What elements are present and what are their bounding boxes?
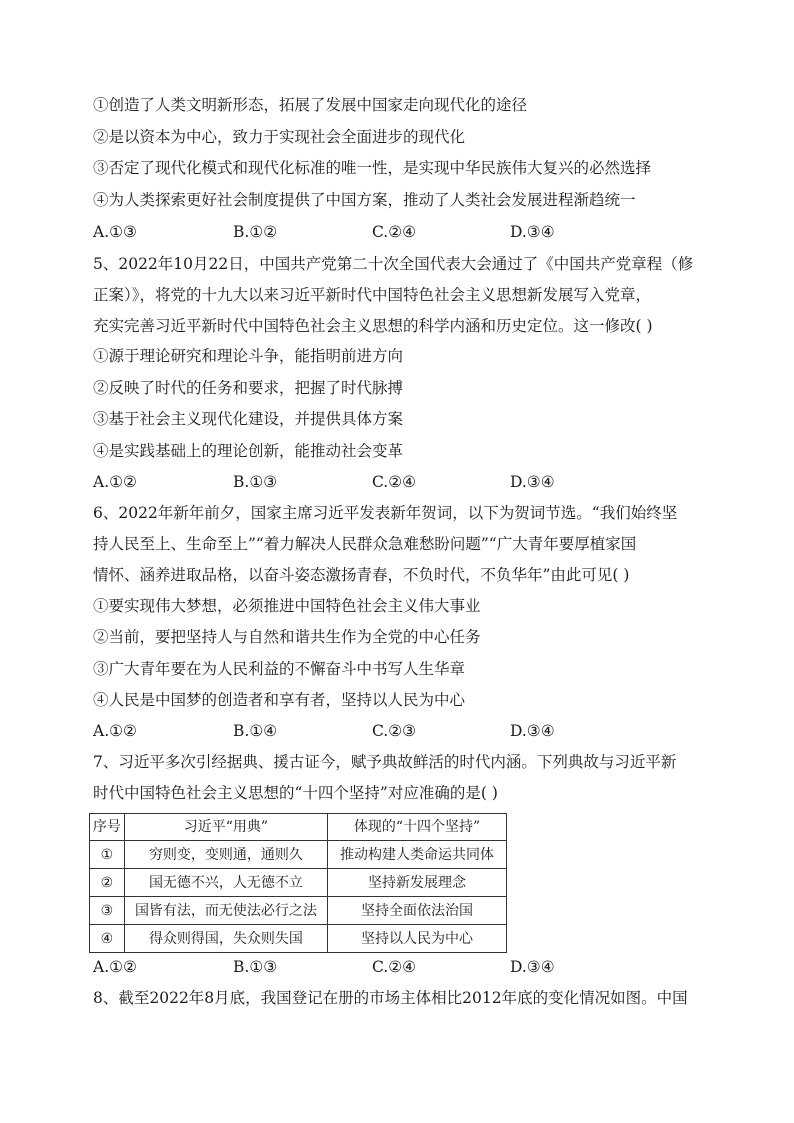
option-c: C.②③ [372, 722, 417, 740]
q8-stem-line-1: 8、截至2022年8月底，我国登记在册的市场主体相比2012年底的变化情况如图。中国 [93, 989, 688, 1007]
q5-stem-line-2: 正案）》，将党的十九大以来习近平新时代中国特色社会主义思想新发展写入党章， [93, 286, 652, 304]
q6-choice-2: ②当前，要把坚持人与自然和谐共生作为全党的中心任务 [93, 628, 481, 646]
q5-options [93, 472, 713, 492]
row-allusion: 国皆有法，而无使法必行之法 [124, 897, 327, 925]
row-index: ① [90, 841, 125, 869]
q7-options [93, 957, 713, 977]
table-row [90, 925, 507, 953]
q6-stem-line-2: 持人民至上、生命至上”“着力解决人民群众急难愁盼问题”“广大青年要厚植家国 [93, 535, 637, 553]
q7-stem-line-1: 7、习近平多次引经据典、援古证今，赋予典故鲜活的时代内涵。下列典故与习近平新 [93, 753, 677, 771]
q4-choice-2: ②是以资本为中心，致力于实现社会全面进步的现代化 [93, 128, 466, 146]
option-c: C.②④ [372, 958, 417, 976]
q4-choice-1: ①创造了人类文明新形态，拓展了发展中国家走向现代化的途径 [93, 96, 528, 114]
q6-choice-3: ③广大青年要在为人民利益的不懈奋斗中书写人生华章 [93, 660, 466, 678]
option-a: A.①② [93, 958, 137, 976]
q5-choice-2: ②反映了时代的任务和要求，把握了时代脉搏 [93, 379, 404, 397]
option-c: C.②④ [372, 223, 417, 241]
q4-options [93, 222, 713, 242]
q5-choice-1: ①源于理论研究和理论斗争，能指明前进方向 [93, 347, 404, 365]
q6-choice-4: ④人民是中国梦的创造者和享有者，坚持以人民为中心 [93, 691, 466, 709]
row-index: ② [90, 869, 125, 897]
q5-choice-3: ③基于社会主义现代化建设，并提供具体方案 [93, 410, 404, 428]
row-principle: 坚持全面依法治国 [328, 897, 507, 925]
table-row [90, 897, 507, 925]
row-index: ④ [90, 925, 125, 953]
row-principle: 坚持新发展理念 [328, 869, 507, 897]
q4-choice-3: ③否定了现代化模式和现代化标准的唯一性，是实现中华民族伟大复兴的必然选择 [93, 159, 652, 177]
q6-options [93, 721, 713, 741]
option-b: B.①③ [233, 473, 278, 491]
row-allusion: 穷则变，变则通，通则久 [124, 841, 327, 869]
q5-stem-line-3: 充实完善习近平新时代中国特色社会主义思想的科学内涵和历史定位。这一修改( ) [93, 317, 653, 335]
option-b: B.①④ [233, 722, 278, 740]
row-index: ③ [90, 897, 125, 925]
allusion-table [89, 813, 507, 953]
option-c: C.②④ [372, 473, 417, 491]
q7-stem-line-2: 时代中国特色社会主义思想的“十四个坚持”对应准确的是( ) [93, 784, 498, 802]
option-a: A.①② [93, 722, 137, 740]
row-allusion: 国无德不兴，人无德不立 [124, 869, 327, 897]
q6-stem-line-3: 情怀、涵养进取品格，以奋斗姿态激扬青春，不负时代，不负华年”由此可见( ) [93, 566, 630, 584]
table-row [90, 841, 507, 869]
q6-choice-1: ①要实现伟大梦想，必须推进中国特色社会主义伟大事业 [93, 597, 481, 615]
row-allusion: 得众则得国，失众则失国 [124, 925, 327, 953]
option-d: D.③④ [510, 722, 555, 740]
q4-choice-4: ④为人类探索更好社会制度提供了中国方案，推动了人类社会发展进程渐趋统一 [93, 191, 636, 209]
q5-stem-line-1: 5、2022年10月22日，中国共产党第二十次全国代表大会通过了《中国共产党章程（修 [93, 255, 694, 273]
header-index: 序号 [90, 814, 125, 841]
option-d: D.③④ [510, 958, 555, 976]
option-a: A.①③ [93, 223, 137, 241]
header-principle: 体现的“十四个坚持” [328, 814, 507, 841]
option-b: B.①③ [233, 958, 278, 976]
table-header-row [90, 814, 507, 841]
option-d: D.③④ [510, 223, 555, 241]
option-b: B.①② [233, 223, 278, 241]
table-row [90, 869, 507, 897]
q5-choice-4: ④是实践基础上的理论创新，能推动社会变革 [93, 442, 404, 460]
q6-stem-line-1: 6、2022年新年前夕，国家主席习近平发表新年贺词，以下为贺词节选。“我们始终坚 [93, 504, 678, 522]
option-a: A.①② [93, 473, 137, 491]
row-principle: 坚持以人民为中心 [328, 925, 507, 953]
option-d: D.③④ [510, 473, 555, 491]
header-allusion: 习近平“用典” [124, 814, 327, 841]
row-principle: 推动构建人类命运共同体 [328, 841, 507, 869]
